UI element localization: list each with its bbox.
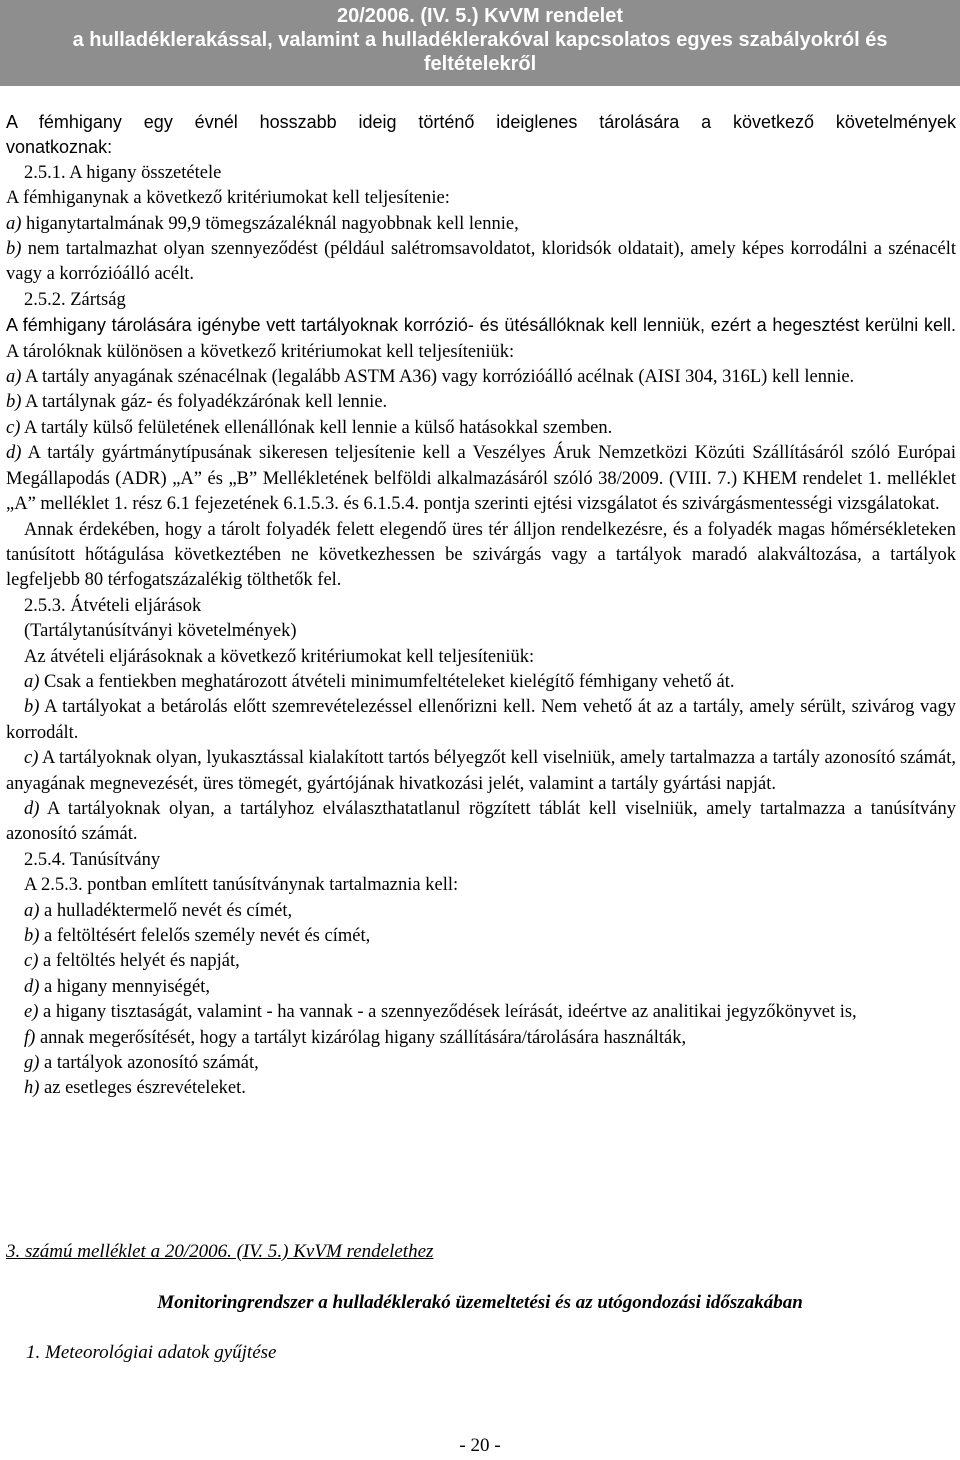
item-text: a tartályok azonosító számát, [39,1053,259,1074]
section-2-5-4-item-f [6,1026,956,1051]
section-2-5-1-heading: 2.5.1. A higany összetétele [24,162,222,183]
item-text: a higany mennyiségét, [39,976,210,997]
section-2-5-4-item-d [6,975,956,1000]
section-2-5-3-item-d [6,797,956,848]
item-letter: c) [24,951,39,972]
section-2-5-3-item-b [6,695,956,746]
paragraph-text: A fémhigany tárolására igénybe vett tartályoknak korrózió- és ütésállóknak kell lenniük, ezért a hegesztést kerülni kell. [6,315,956,336]
section-2-5-2-item-d [6,441,956,517]
section-2-5-2-paragraph [6,313,956,365]
item-letter: d) [24,976,40,997]
section-2-5-4-lead: A 2.5.3. pontban említett tanúsítványnak tartalmaznia kell: [24,875,459,896]
item-letter: a) [6,213,22,234]
header-subtitle-line-2: feltételekről [423,53,537,75]
item-text: A tartály gyártmánytípusának sikeresen teljesítenie kell a Veszélyes Áruk Nemzetközi Közúti Szállításáról szóló Európai Megállapodás (ADR) „A” és „B” Mellékletének belföldi alkalmazásáról szóló 38/2009. (VIII. 7.) KHEM rendelet 1. melléklet „A” melléklet 1. rész 6.1 fejezetének 6.1.5.3. és 6.1.5.4. pontja szerinti ejtési vizsgálatot és szivárgásmentességi vizsgálatokat. [6,443,956,515]
intro-paragraph [6,110,956,161]
page-number: - 20 - [459,1435,501,1456]
item-letter: a) [24,900,40,921]
section-2-5-2-item-c [6,416,956,441]
intro-line-1: A fémhigany egy évnél hosszabb ideig történő ideiglenes tárolására a következő követelmények [6,112,956,132]
section-2-5-4-item-h [6,1076,956,1101]
section-2-5-4-item-a [6,899,956,924]
item-text: A tartály külső felületének ellenállónak kell lennie a külső hatásokkal szemben. [20,417,613,438]
item-text: nem tartalmazhat olyan szennyeződést (például salétromsavoldatot, kloridsók oldatait), amely képes korrodálni a szénacélt vagy a korrózióálló acélt. [6,239,956,285]
item-text: a feltöltésért felelős személy nevét és címét, [39,926,371,946]
item-letter: d) [24,798,40,819]
section-2-5-3-heading: 2.5.3. Átvételi eljárások [24,595,202,616]
item-text: higanytartalmának 99,9 tömegszázaléknál nagyobbnak kell lennie, [21,213,519,234]
section-2-5-3-lead: Az átvételi eljárásoknak a következő kritériumokat kell teljesíteniük: [24,646,535,667]
item-text: A tartály anyagának szénacélnak (legalább ASTM A36) vagy korrózióálló acélnak (AISI 304, 316L) kell lennie. [21,367,855,388]
section-2-5-2-capacity-paragraph: Annak érdekében, hogy a tárolt folyadék felett elegendő üres tér álljon rendelkezésre, és a folyadék magas hőmérsékleteken tanúsított hőtágulása következtében ne következhessen be szivárgás vagy a tartályok maradó alakváltozása, a tartályok legfeljebb 80 térfogatszázalékig tölthetők fel. [6,519,956,591]
section-2-5-3-subheading: (Tartálytanúsítványi követelmények) [24,621,297,642]
item-letter: a) [24,671,40,692]
item-text: a hulladéktermelő nevét és címét, [39,900,293,921]
item-letter: a) [6,367,22,388]
item-text: annak megerősítését, hogy a tartályt kizárólag higany szállítására/tárolására használták, [35,1027,687,1048]
meteorological-section-title: 1. Meteorológiai adatok gyűjtése [26,1342,277,1363]
item-text: A tartályokat a betárolás előtt szemrevételezéssel ellenőrizni kell. Nem vehető át az a tartály, amely sérült, szivárog vagy korrodált. [6,697,956,743]
section-2-5-4-item-e [6,1000,956,1025]
annex-title: 3. számú melléklet a 20/2006. (IV. 5.) KvVM rendelethez [6,1241,434,1262]
item-letter: e) [24,1002,39,1023]
document-header [0,0,960,86]
item-letter: h) [24,1078,40,1099]
section-2-5-4-item-b [6,924,956,949]
section-2-5-1-item-a [6,212,956,237]
intro-line-2: vonatkoznak: [6,137,113,158]
section-2-5-1-item-b [6,237,956,288]
item-text: a higany tisztaságát, valamint - ha vannak - a szennyeződések leírását, ideértve az analitikai jegyzőkönyvet is, [38,1002,857,1023]
item-letter: g) [24,1053,40,1074]
item-text: A tartálynak gáz- és folyadékzárónak kell lennie. [21,392,388,413]
item-text: a feltöltés helyét és napját, [38,951,240,972]
item-letter: c) [6,417,21,438]
item-letter: b) [6,239,22,260]
section-2-5-2-heading: 2.5.2. Zártság [24,289,126,310]
section-2-5-3-item-a [6,670,956,695]
item-letter: f) [24,1027,36,1048]
item-letter: c) [24,748,39,769]
item-text: A tartályoknak olyan, lyukasztással kialakított tartós bélyegzőt kell viselniük, amely tartalmazza a tartály azonosító számát, anyagának megnevezését, üres tömegét, gyártójának hivatkozási jelét, valamint a tartály gyártási napját. [6,748,956,794]
item-letter: d) [6,443,22,464]
section-2-5-4-heading: 2.5.4. Tanúsítvány [24,849,161,870]
section-2-5-2-item-a [6,365,956,390]
item-text: az esetleges észrevételeket. [39,1078,246,1099]
header-subtitle-line-1: a hulladéklerakással, valamint a hulladéklerakóval kapcsolatos egyes szabályokról és [72,29,888,51]
item-letter: b) [24,697,40,718]
monitoring-title: Monitoringrendszer a hulladéklerakó üzemeltetési és az utógondozási időszakában [157,1292,803,1313]
item-letter: b) [24,926,40,946]
section-2-5-4-item-g [6,1051,956,1076]
item-text: A tartályoknak olyan, a tartályhoz elválaszthatatlanul rögzített táblát kell viselniük, amely tartalmazza a tanúsítvány azonosító számát. [6,798,956,845]
paragraph-text-continued: A tárolóknak különösen a következő kritériumokat kell teljesíteniük: [6,341,515,362]
section-2-5-1-lead: A fémhiganynak a következő kritériumokat kell teljesítenie: [6,188,450,209]
document-body [6,110,956,1102]
section-2-5-2-item-b [6,390,956,415]
section-2-5-4-item-c [6,949,956,974]
item-letter: b) [6,392,22,413]
header-title: 20/2006. (IV. 5.) KvVM rendelet [336,5,624,27]
item-text: Csak a fentiekben meghatározott átvételi minimumfeltételeket kielégítő fémhigany vehető át. [39,671,735,692]
section-2-5-3-item-c [6,746,956,797]
